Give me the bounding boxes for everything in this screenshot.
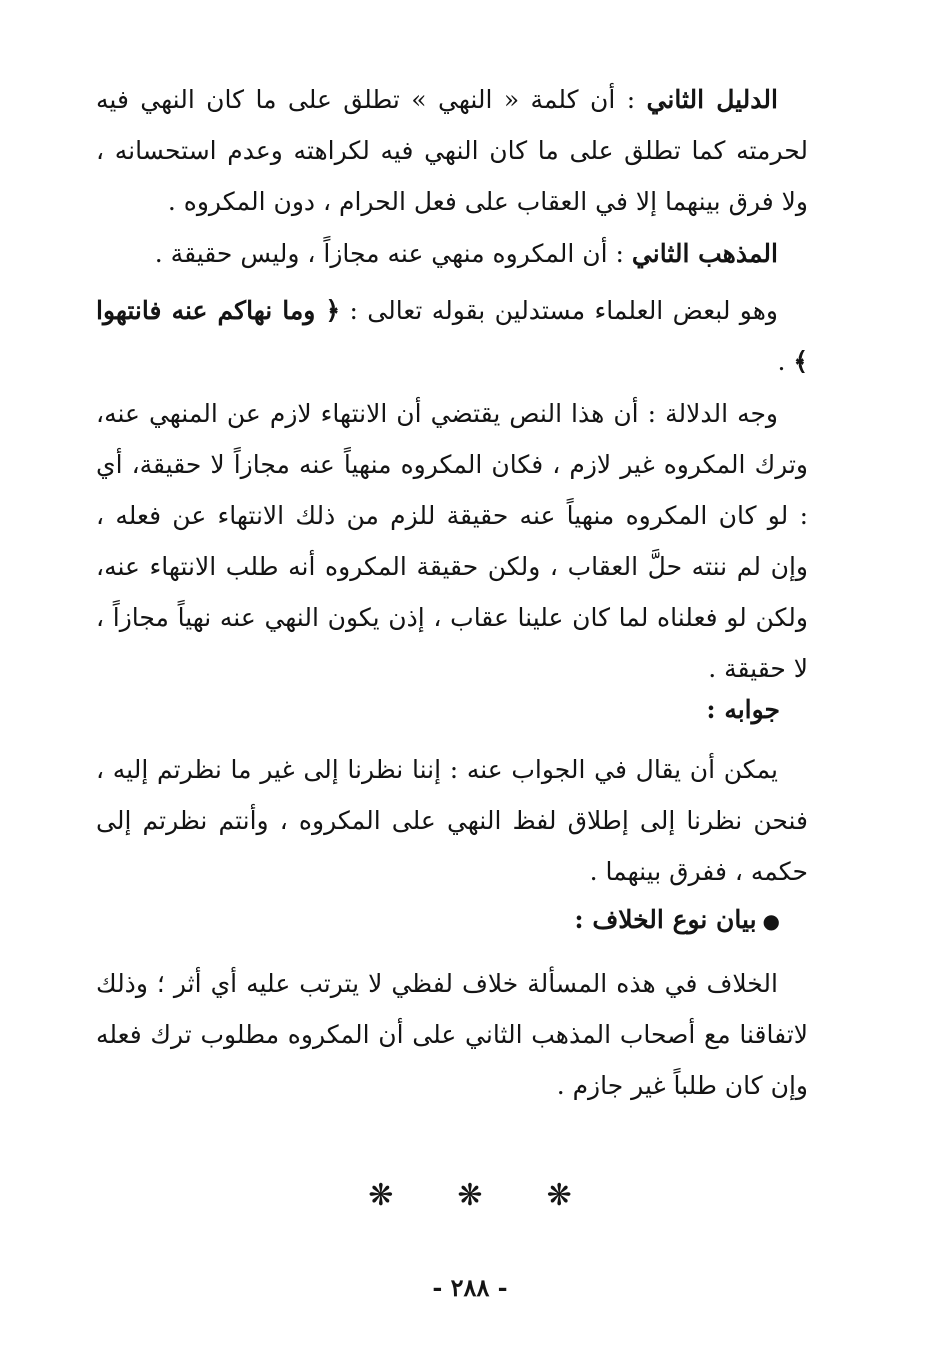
star-ornament-icon: ❋ <box>546 1178 572 1213</box>
dispute-type-heading <box>574 900 780 941</box>
second-doctrine-label: المذهب الثاني <box>631 239 778 268</box>
evidence-two-block <box>96 74 808 227</box>
answer-block <box>96 744 808 897</box>
star-ornament-icon: ❋ <box>457 1178 483 1213</box>
second-doctrine-paragraph <box>96 228 808 279</box>
scholars-paragraph <box>96 285 808 387</box>
page-number: - ٢٨٨ - <box>432 1273 508 1302</box>
scholars-end: . <box>777 347 794 376</box>
bullet-icon: ● <box>762 909 780 933</box>
evidence-two-text: : أن كلمة « النهي » تطلق على ما كان النهي فيه لحرمته كما تطلق على ما كان النهي فيه لكراهته وعدم استحسانه ، ولا فرق بينهما إلا في العقاب على فعل الحرام ، دون المكروه . <box>96 85 808 216</box>
section-separator <box>0 1178 940 1214</box>
dispute-type-title: بيان نوع الخلاف <box>592 905 757 934</box>
dispute-paragraph: الخلاف في هذه المسألة خلاف لفظي لا يترتب عليه أي أثر ؛ وذلك لاتفاقنا مع أصحاب المذهب الثاني على أن المكروه مطلوب ترك فعله وإن كان طلباً غير جازم . <box>96 969 808 1100</box>
scholars-text: وهو لبعض العلماء مستدلين بقوله تعالى : <box>340 296 778 325</box>
indication-block <box>96 388 808 694</box>
scholars-block <box>96 285 808 387</box>
second-doctrine-text: : أن المكروه منهي عنه مجازاً ، وليس حقيقة . <box>154 239 632 268</box>
quran-quote: ﴿ وما نهاكم عنه فانتهوا ﴾ <box>96 296 808 376</box>
dispute-block <box>96 958 808 1111</box>
dispute-type-colon: : <box>574 905 593 934</box>
evidence-two-label: الدليل الثاني <box>646 85 778 114</box>
star-ornament-icon: ❋ <box>368 1178 394 1213</box>
answer-heading: جوابه : <box>706 695 780 724</box>
evidence-two-paragraph <box>96 74 808 227</box>
answer-paragraph: يمكن أن يقال في الجواب عنه : إننا نظرنا إلى غير ما نظرتم إليه ، فنحن نظرنا إلى إطلاق لفظ النهي على المكروه ، وأنتم نظرتم إلى حكمه ، ففرق بينهما . <box>96 755 808 886</box>
second-doctrine-block <box>96 228 808 279</box>
indication-paragraph: وجه الدلالة : أن هذا النص يقتضي أن الانتهاء لازم عن المنهي عنه، وترك المكروه غير لازم ، فكان المكروه منهياً عنه مجازاً لا حقيقة، أي : لو كان المكروه منهياً عنه حقيقة للزم من ذلك الانتهاء عن فعله ، وإن لم ننته حلَّ العقاب ، ولكن حقيقة المكروه أنه طلب الانتهاء عنه، ولكن لو فعلناه لما كان علينا عقاب ، إذن يكون النهي عنه نهياً مجازاً ، لا حقيقة . <box>96 399 808 683</box>
